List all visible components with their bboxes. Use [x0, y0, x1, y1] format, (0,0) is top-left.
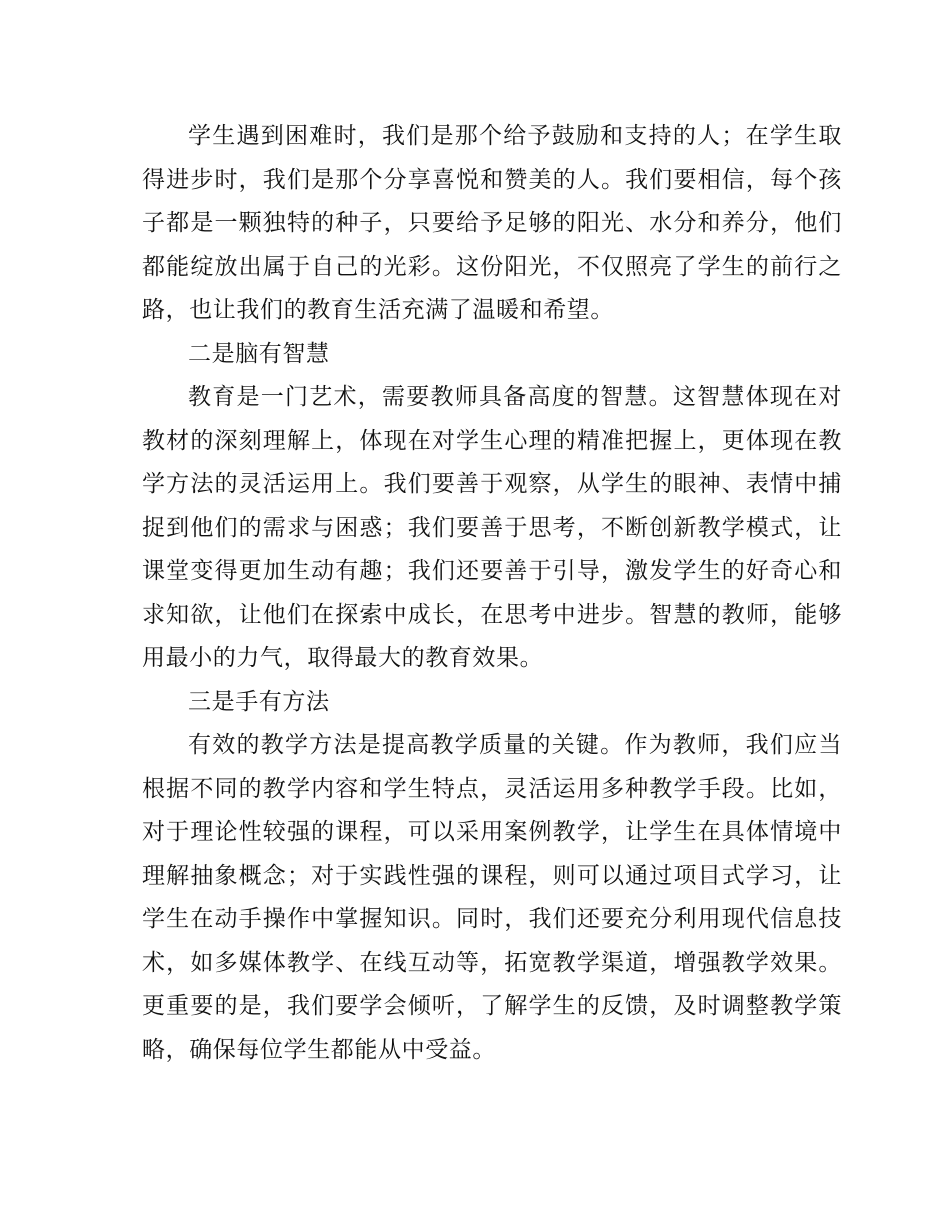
section-heading-methods: 三是手有方法 [188, 688, 330, 715]
paragraph-wisdom: 教育是一门艺术，需要教师具备高度的智慧。这智慧体现在对教材的深刻理解上，体现在对学生心理的精准把握上，更体现在教学方法的灵活运用上。我们要善于观察，从学生的眼神、表情中捕捉到他们的需求与困惑；我们要善于思考，不断创新教学模式，让课堂变得更加生动有趣；我们还要善于引导，激发学生的好奇心和求知欲，让他们在探索中成长，在思考中进步。智慧的教师，能够用最小的力气，取得最大的教育效果。 [142, 384, 842, 671]
paragraph-methods: 有效的教学方法是提高教学质量的关键。作为教师，我们应当根据不同的教学内容和学生特点，灵活运用多种教学手段。比如，对于理论性较强的课程，可以采用案例教学，让学生在具体情境中理解抽象概念；对于实践性强的课程，则可以通过项目式学习，让学生在动手操作中掌握知识。同时，我们还要充分利用现代信息技术，如多媒体教学、在线互动等，拓宽教学渠道，增强教学效果。更重要的是，我们要学会倾听，了解学生的反馈，及时调整教学策略，确保每位学生都能从中受益。 [142, 732, 842, 1063]
document-page [142, 115, 842, 1072]
paragraph-sunshine: 学生遇到困难时，我们是那个给予鼓励和支持的人；在学生取得进步时，我们是那个分享喜悦和赞美的人。我们要相信，每个孩子都是一颗独特的种子，只要给予足够的阳光、水分和养分，他们都能绽放出属于自己的光彩。这份阳光，不仅照亮了学生的前行之路，也让我们的教育生活充满了温暖和希望。 [142, 123, 842, 323]
section-heading-wisdom: 二是脑有智慧 [188, 340, 330, 367]
